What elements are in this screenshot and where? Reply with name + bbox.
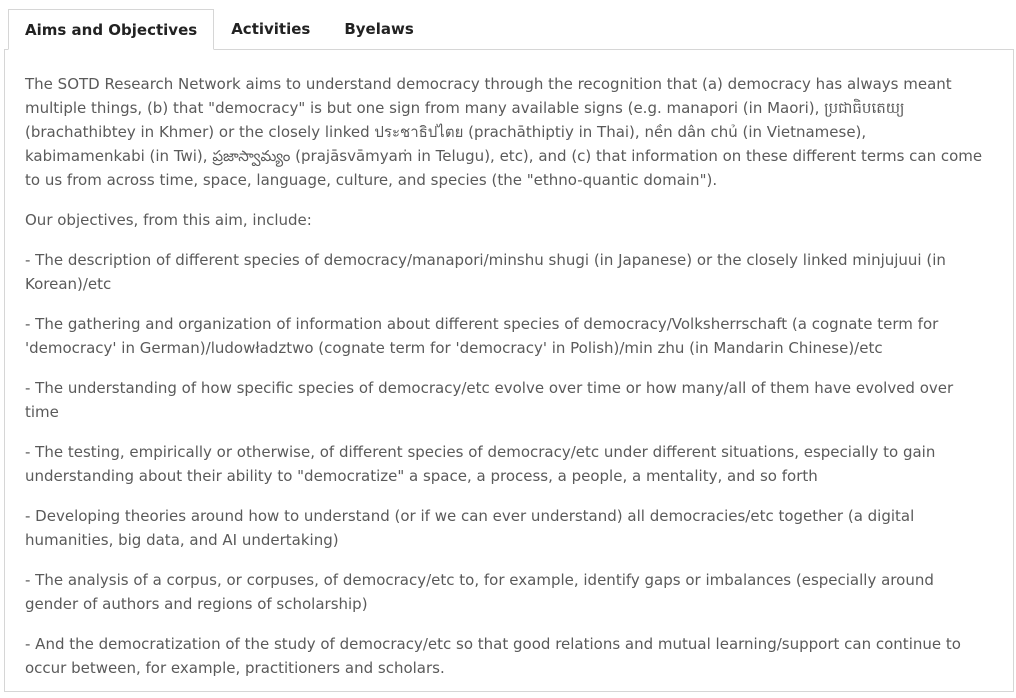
objective-item: - The gathering and organization of information about different species of democracy/Volksherrschaft (a cognate term for 'democracy' in German)/ludowładztwo (cognate term for 'democracy' in Polish)/min zhu (in Mandarin Chinese)/etc: [25, 315, 939, 357]
objective-item: - And the democratization of the study of democracy/etc so that good relations and mutual learning/support can continue to occur between, for example, practitioners and scholars.: [25, 635, 961, 677]
objective-item: - The understanding of how specific species of democracy/etc evolve over time or how many/all of them have evolved over time: [25, 379, 954, 421]
tabs-container: [4, 0, 1014, 692]
objective-item: - Developing theories around how to understand (or if we can ever understand) all democracies/etc together (a digital humanities, big data, and AI undertaking): [25, 507, 915, 549]
objective-item: - The testing, empirically or otherwise, of different species of democracy/etc under different situations, especially to gain understanding about their ability to "democratize" a space, a process, a people, a mentality, and so forth: [25, 443, 936, 485]
objectives-intro: Our objectives, from this aim, include:: [25, 211, 312, 229]
tab-aims-and-objectives[interactable]: Aims and Objectives: [8, 9, 214, 50]
tab-bar: [4, 0, 1014, 49]
aims-paragraph: The SOTD Research Network aims to understand democracy through the recognition that (a) democracy has always meant multiple things, (b) that "democracy" is but one sign from many available signs (e.g. manapori (in Maori), ប្រជាធិបតេយ្យ (brachathibtey in Khmer) or the closely linked ประชาธิปไตย (prachāthiptiy in Thai), nền dân chủ (in Vietnamese), kabimamenkabi (in Twi), ప్రజాస్వామ్యం (prajāsvāmyaṁ in Telugu), etc), and (c) that information on these different terms can come to us from across time, space, language, culture, and species (the "ethno-quantic domain").: [25, 75, 983, 189]
objective-item: - The analysis of a corpus, or corpuses, of democracy/etc to, for example, identify gaps or imbalances (especially around gender of authors and regions of scholarship): [25, 571, 934, 613]
tab-activities[interactable]: Activities: [231, 20, 311, 38]
tab-panel-aims-and-objectives: [4, 49, 1014, 692]
objective-item: - The description of different species of democracy/manapori/minshu shugi (in Japanese) or the closely linked minjujuui (in Korean)/etc: [25, 251, 946, 293]
tab-byelaws[interactable]: Byelaws: [344, 20, 414, 38]
